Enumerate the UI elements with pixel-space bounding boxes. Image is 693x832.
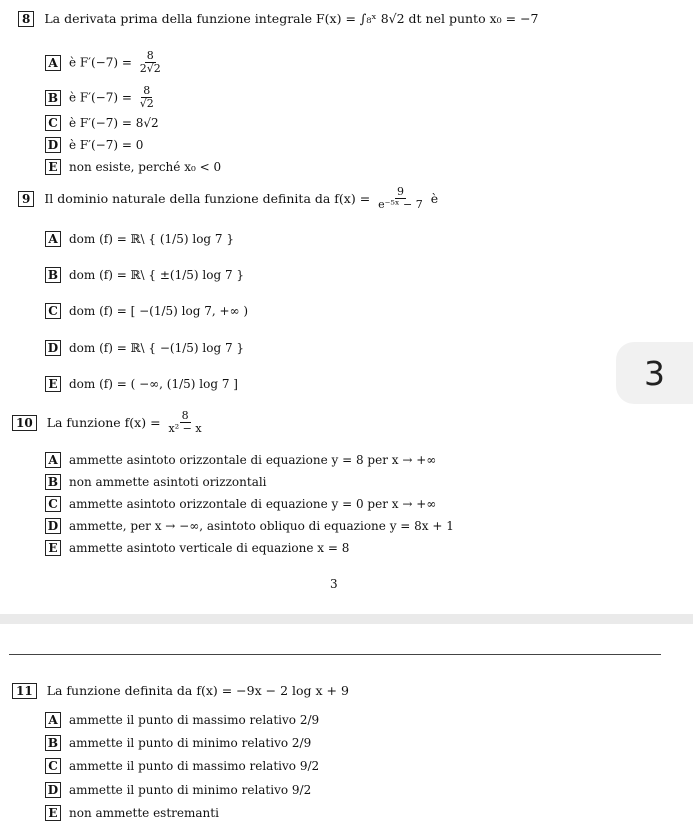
page-4	[0, 624, 693, 832]
question-text: La funzione definita da f(x) = −9x − 2 log x + 9	[46, 683, 349, 698]
page-indicator-number: 3	[644, 354, 665, 393]
option-d[interactable]	[45, 518, 454, 534]
option-text: ammette asintoto orizzontale di equazione y = 0 per x → +∞	[69, 497, 437, 511]
option-text: dom (f) = ℝ\ { ±(1/5) log 7 }	[69, 268, 245, 282]
option-e[interactable]	[45, 376, 238, 392]
option-e[interactable]	[45, 540, 349, 556]
option-b[interactable]	[45, 735, 311, 751]
option-a[interactable]	[45, 452, 436, 468]
fraction: $\frac{8}{√2}$	[139, 84, 154, 110]
option-label: A	[45, 712, 61, 728]
fraction: $\frac{8}{\text{x² − x}}$	[168, 409, 202, 435]
option-c[interactable]	[45, 115, 159, 131]
option-label: C	[45, 496, 61, 512]
option-label: D	[45, 518, 61, 534]
option-c[interactable]	[45, 758, 319, 774]
question-text-end: è	[430, 191, 439, 206]
option-e[interactable]	[45, 159, 221, 175]
option-b[interactable]	[45, 85, 158, 110]
option-b[interactable]	[45, 267, 244, 283]
option-label: A	[45, 55, 61, 71]
question-8	[18, 10, 539, 27]
page-indicator-badge	[616, 342, 693, 404]
option-label: D	[45, 782, 61, 798]
option-text: dom (f) = ℝ\ { (1/5) log 7 }	[69, 232, 234, 246]
option-a[interactable]	[45, 50, 165, 75]
option-d[interactable]	[45, 340, 244, 356]
option-text: dom (f) = ( −∞, (1/5) log 7 ]	[69, 377, 238, 391]
option-text: ammette asintoto verticale di equazione x = 8	[69, 541, 350, 555]
option-a[interactable]	[45, 231, 234, 247]
question-11	[12, 682, 349, 699]
option-label: E	[45, 376, 61, 392]
option-label: B	[45, 735, 61, 751]
page-number: 3	[330, 577, 338, 591]
question-text: La funzione f(x) =	[46, 415, 161, 430]
option-label: C	[45, 303, 61, 319]
option-text: è F′(−7) = 0	[69, 138, 144, 152]
option-text: ammette il punto di minimo relativo 2/9	[69, 736, 312, 750]
option-label: D	[45, 137, 61, 153]
option-text: è F′(−7) =	[69, 55, 132, 70]
option-e[interactable]	[45, 805, 219, 821]
option-c[interactable]	[45, 303, 248, 319]
option-label: B	[45, 90, 61, 106]
option-label: C	[45, 115, 61, 131]
option-text: ammette il punto di massimo relativo 9/2	[69, 759, 320, 773]
page-separator	[0, 614, 693, 624]
option-label: D	[45, 340, 61, 356]
option-label: B	[45, 267, 61, 283]
option-label: B	[45, 474, 61, 490]
option-text: non ammette estremanti	[69, 806, 219, 820]
option-label: E	[45, 540, 61, 556]
option-text: non esiste, perché x₀ < 0	[69, 160, 222, 174]
option-label: E	[45, 805, 61, 821]
question-number: 10	[12, 415, 37, 431]
option-c[interactable]	[45, 496, 436, 512]
fraction: $\frac{8}{2√2}$	[139, 49, 161, 75]
question-number: 8	[18, 11, 34, 27]
option-text: ammette il punto di minimo relativo 9/2	[69, 783, 312, 797]
option-text: dom (f) = [ −(1/5) log 7, +∞ )	[69, 304, 248, 318]
option-label: E	[45, 159, 61, 175]
option-text: è F′(−7) =	[69, 90, 132, 105]
question-9	[18, 186, 438, 211]
option-label: A	[45, 452, 61, 468]
option-text: è F′(−7) = 8√2	[69, 116, 159, 130]
option-b[interactable]	[45, 474, 267, 490]
fraction: $\frac{9}{\text{e⁻⁵ˣ − 7}}$	[378, 185, 423, 211]
option-text: ammette asintoto orizzontale di equazione y = 8 per x → +∞	[69, 453, 437, 467]
option-text: ammette il punto di massimo relativo 2/9	[69, 713, 320, 727]
option-d[interactable]	[45, 782, 311, 798]
option-a[interactable]	[45, 712, 319, 728]
option-d[interactable]	[45, 137, 143, 153]
option-text: non ammette asintoti orizzontali	[69, 475, 267, 489]
question-10	[12, 410, 206, 435]
option-text: ammette, per x → −∞, asintoto obliquo di equazione y = 8x + 1	[69, 519, 454, 533]
option-label: A	[45, 231, 61, 247]
question-text: Il dominio naturale della funzione definita da f(x) =	[44, 191, 371, 206]
option-text: dom (f) = ℝ\ { −(1/5) log 7 }	[69, 341, 245, 355]
question-number: 9	[18, 191, 34, 207]
question-text: La derivata prima della funzione integrale F(x) = ∫₈ˣ 8√2 dt nel punto x₀ = −7	[44, 11, 539, 26]
option-label: C	[45, 758, 61, 774]
question-number: 11	[12, 683, 37, 699]
header-rule	[9, 654, 661, 655]
